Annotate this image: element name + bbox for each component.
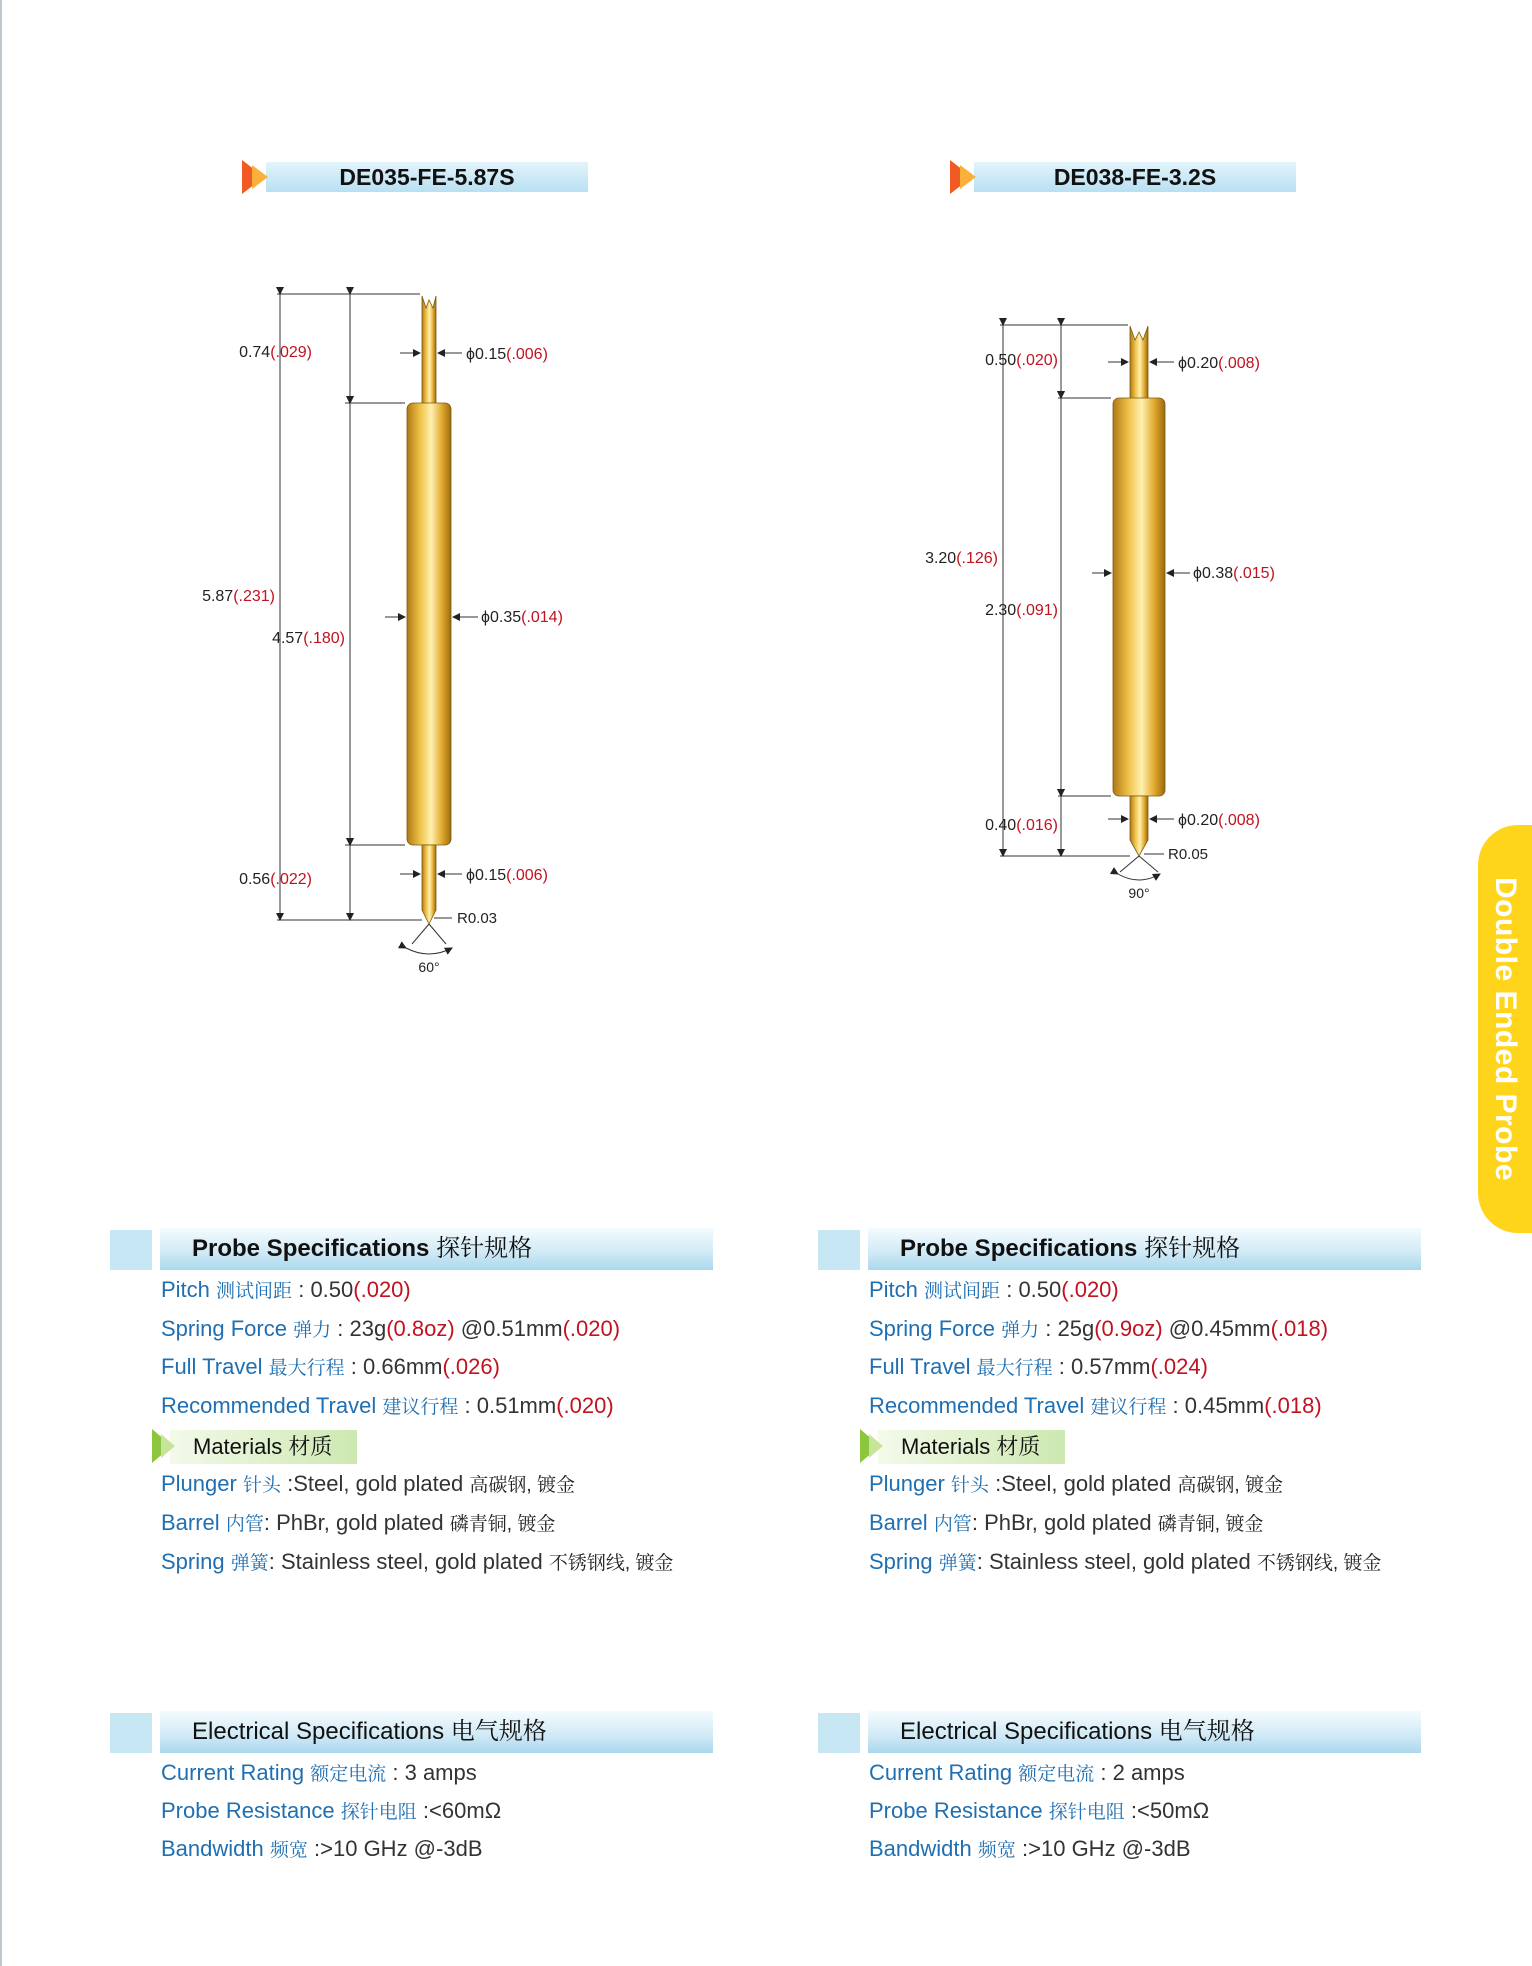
barrel [1113,398,1165,796]
tip-radius-label: R0.03 [457,910,498,927]
current-rating-row: Current Rating 额定电流 : 3 amps [161,1760,477,1785]
left-probe-column [0,0,700,1966]
bandwidth-row: Bandwidth 频宽 :>10 GHz @-3dB [869,1836,1191,1861]
materials-header [152,1428,357,1464]
bandwidth-row: Bandwidth 频宽 :>10 GHz @-3dB [161,1836,483,1861]
bottom-plunger [1130,796,1148,856]
electrical-spec-title: Electrical Specifications 电气规格 [900,1718,1255,1745]
barrel-diameter-label: ϕ0.35(.014) [481,609,563,626]
bottom-diameter-label: ϕ0.20(.008) [1178,812,1260,829]
barrel-diameter-label: ϕ0.38(.015) [1193,565,1275,582]
pitch-row: Pitch 测试间距 : 0.50(.020) [869,1277,1119,1302]
barrel-row: Barrel 内管: PhBr, gold plated 磷青铜, 镀金 [161,1510,556,1535]
recommended-travel-row: Recommended Travel 建议行程 : 0.45mm(.018) [869,1393,1322,1418]
tip-angle-label: 90° [1128,885,1150,901]
full-travel-row: Full Travel 最大行程 : 0.57mm(.024) [869,1354,1208,1379]
bottom-length-label: 0.56(.022) [239,871,312,888]
header-square [110,1230,152,1270]
model-title: DE038-FE-3.2S [1053,164,1217,190]
probe-spec-title: Probe Specifications 探针规格 [900,1235,1241,1262]
materials-title: Materials 材质 [901,1434,1041,1459]
plunger-row: Plunger 针头 :Steel, gold plated 高碳钢, 镀金 [161,1471,575,1496]
header-square [818,1713,860,1753]
tip-diameter-label: ϕ0.20(.008) [1178,355,1260,372]
electrical-spec-header [110,1711,713,1753]
probe-dimension-drawing [908,300,1328,980]
materials-header [860,1428,1065,1464]
barrel-length-label: 4.57(.180) [272,630,345,647]
header-square [818,1230,860,1270]
tip-angle-label: 60° [418,959,440,975]
current-rating-row: Current Rating 额定电流 : 2 amps [869,1760,1185,1785]
green-arrow-inner-icon [161,1434,175,1458]
barrel-length-label: 2.30(.091) [985,602,1058,619]
barrel [407,403,451,845]
probe-spec-header [818,1228,1421,1270]
full-travel-row: Full Travel 最大行程 : 0.66mm(.026) [161,1354,500,1379]
electrical-spec-header [818,1711,1421,1753]
barrel-row: Barrel 内管: PhBr, gold plated 磷青铜, 镀金 [869,1510,1264,1535]
spring-row: Spring 弹簧: Stainless steel, gold plated 不锈钢线, 镀金 [161,1549,674,1574]
probe-spec-header [110,1228,713,1270]
spring-force-row: Spring Force 弹力 : 23g(0.8oz) @0.51mm(.020) [161,1316,621,1341]
probe-resistance-row: Probe Resistance 探针电阻 :<50mΩ [869,1798,1210,1823]
bottom-diameter-label: ϕ0.15(.006) [466,867,548,884]
top-plunger [422,296,436,405]
bottom-plunger [422,845,436,924]
model-title-bar [950,160,1296,194]
header-square [110,1713,152,1753]
tip-length-label: 0.50(.020) [985,352,1058,369]
tip-length-label: 0.74(.029) [239,344,312,361]
top-plunger [1130,326,1148,400]
bottom-length-label: 0.40(.016) [985,817,1058,834]
total-length-label: 5.87(.231) [202,588,275,605]
tip-diameter-label: ϕ0.15(.006) [466,346,548,363]
probe-resistance-row: Probe Resistance 探针电阻 :<60mΩ [161,1798,502,1823]
recommended-travel-row: Recommended Travel 建议行程 : 0.51mm(.020) [161,1393,614,1418]
right-probe-column [708,0,1408,1966]
spring-force-row: Spring Force 弹力 : 25g(0.9oz) @0.45mm(.018) [869,1316,1329,1341]
probe-dimension-drawing [200,260,620,1000]
category-side-tab [1478,825,1532,1233]
spring-row: Spring 弹簧: Stainless steel, gold plated 不锈钢线, 镀金 [869,1549,1382,1574]
model-title-bar [242,160,588,194]
total-length-label: 3.20(.126) [925,550,998,567]
electrical-spec-title: Electrical Specifications 电气规格 [192,1718,547,1745]
side-tab-label: Double Ended Probe [1489,876,1522,1182]
tip-radius-label: R0.05 [1168,846,1209,863]
model-title: DE035-FE-5.87S [339,164,515,190]
pitch-row: Pitch 测试间距 : 0.50(.020) [161,1277,411,1302]
probe-spec-title: Probe Specifications 探针规格 [192,1235,533,1262]
materials-title: Materials 材质 [193,1434,333,1459]
green-arrow-inner-icon [869,1434,883,1458]
plunger-row: Plunger 针头 :Steel, gold plated 高碳钢, 镀金 [869,1471,1283,1496]
